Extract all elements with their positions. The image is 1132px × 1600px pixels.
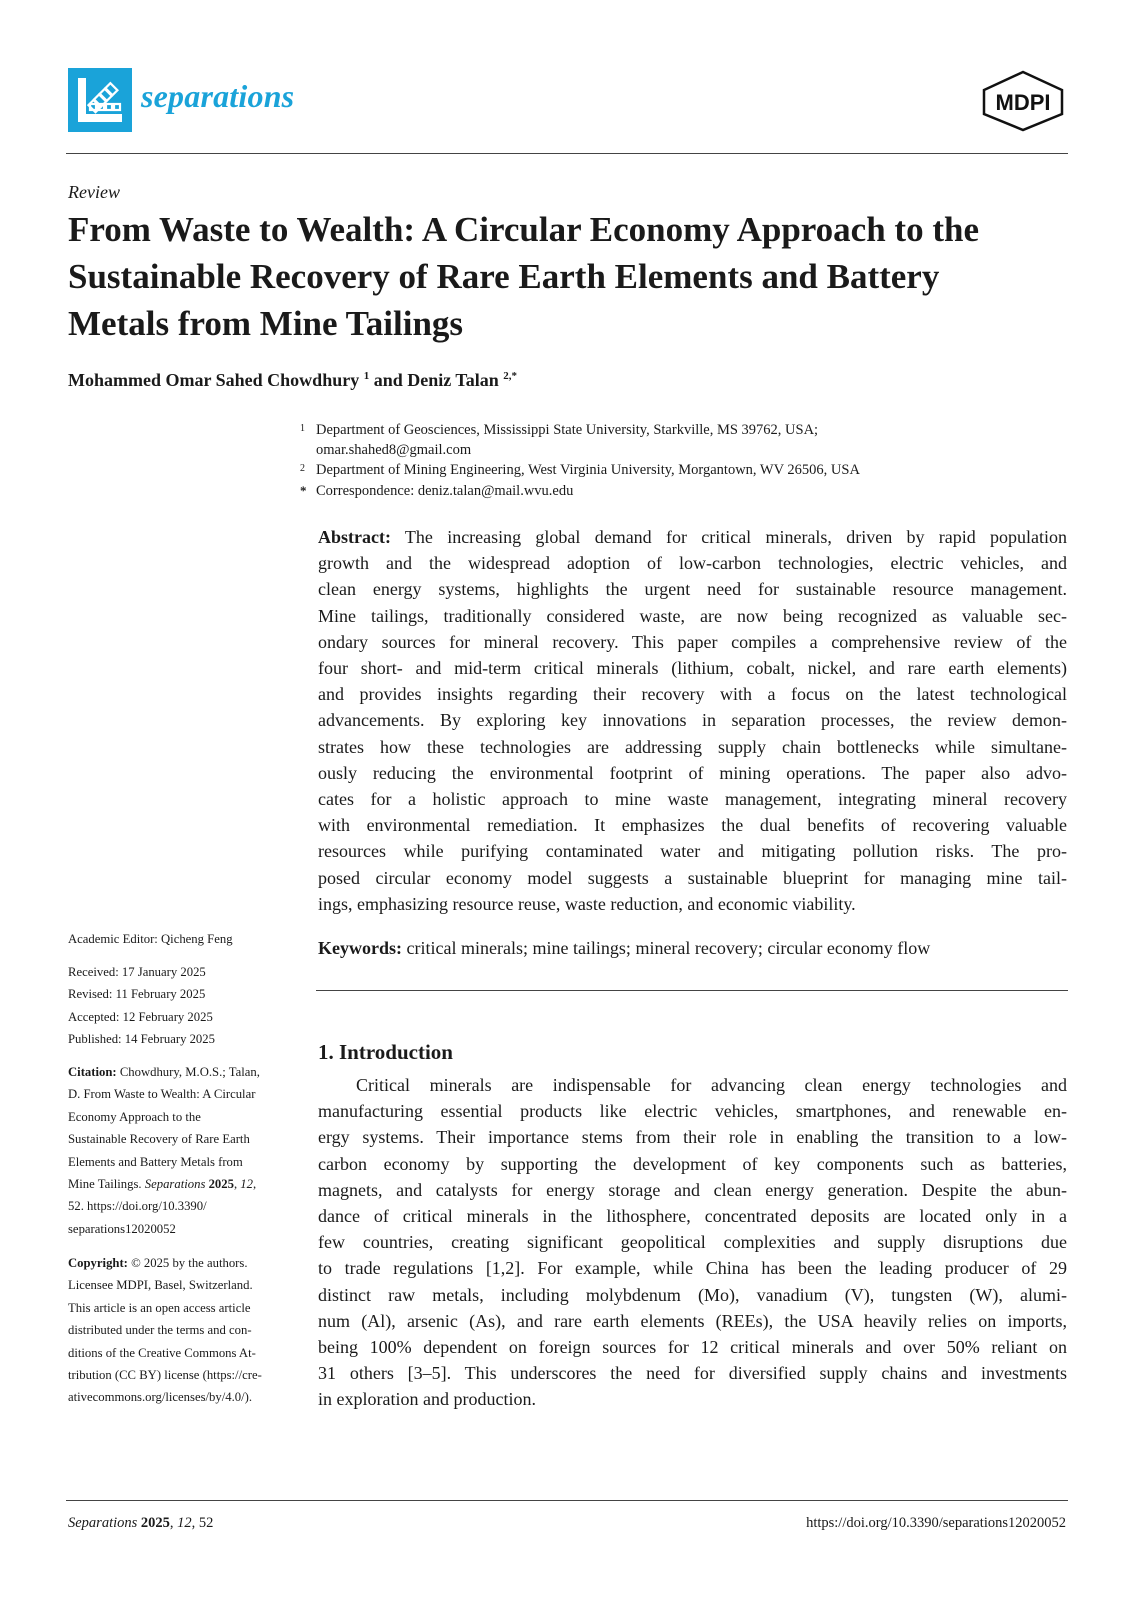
- correspondence-text[interactable]: Correspondence: deniz.talan@mail.wvu.edu: [316, 483, 574, 499]
- abstract-line: with environmental remediation. It emphasizes the dual benefits of recovering valuable: [318, 815, 1067, 836]
- footer-article: , 52: [191, 1515, 214, 1531]
- abstract-line: cates for a holistic approach to mine waste management, integrating mineral recovery: [318, 789, 1067, 810]
- title-line: Sustainable Recovery of Rare Earth Elements and Battery: [68, 257, 940, 296]
- citation-block: [68, 1061, 294, 1240]
- abstract-text: The increasing global demand for critical minerals, driven by rapid population: [390, 527, 1067, 547]
- abstract-line: four short- and mid-term critical minerals (lithium, cobalt, nickel, and rare earth elements): [318, 658, 1067, 679]
- citation-line: Sustainable Recovery of Rare Earth: [68, 1132, 250, 1147]
- citation-text: Mine Tailings.: [68, 1177, 145, 1192]
- abstract-line: [318, 524, 1067, 550]
- affiliation-mark: 2: [300, 463, 305, 474]
- intro-line: dance of critical minerals in the lithosphere, concentrated deposits are located only in a: [318, 1206, 1067, 1227]
- citation-journal: Separations: [144, 1177, 206, 1192]
- keywords: [318, 938, 930, 959]
- affiliation-mark: *: [300, 483, 307, 498]
- introduction-body: [318, 1072, 1067, 1413]
- date-received: Received: 17 January 2025: [68, 965, 206, 979]
- keywords-text: critical minerals; mine tailings; mineral recovery; circular economy flow: [402, 938, 931, 958]
- correspondence: [300, 481, 574, 501]
- citation-line: Economy Approach to the: [68, 1109, 201, 1124]
- author-affiliation-mark: 1: [363, 370, 370, 382]
- abstract-line: and provides insights regarding their recovery with a focus on the latest technological: [318, 684, 1067, 705]
- citation-line: D. From Waste to Wealth: A Circular: [68, 1087, 256, 1102]
- footer-journal: Separations: [68, 1515, 138, 1531]
- copyright-line: distributed under the terms and con-: [68, 1323, 252, 1338]
- intro-line: num (Al), arsenic (As), and rare earth elements (REEs), the USA heavily relies on imports,: [318, 1310, 1067, 1331]
- author-name[interactable]: Deniz Talan: [407, 370, 499, 390]
- mdpi-logo-icon: [980, 70, 1066, 132]
- abstract-line: ings, emphasizing resource reuse, waste reduction, and economic viability.: [318, 893, 856, 914]
- abstract-line: posed circular economy model suggests a sustainable blueprint for managing mine tail-: [318, 867, 1067, 888]
- keywords-label: Keywords:: [318, 938, 402, 958]
- header-divider: [66, 153, 1068, 154]
- abstract-line: strates how these technologies are addressing supply chain bottlenecks while simultane-: [318, 736, 1067, 757]
- copyright-line: ditions of the Creative Commons At-: [68, 1345, 256, 1360]
- author-joiner: and: [369, 370, 408, 390]
- license-link[interactable]: ativecommons.org/licenses/by/4.0/).: [68, 1390, 253, 1405]
- copyright-line: This article is an open access article: [68, 1300, 251, 1315]
- intro-line: in exploration and production.: [318, 1389, 536, 1410]
- copyright-label: Copyright:: [68, 1256, 128, 1270]
- citation-doi-link[interactable]: separations12020052: [68, 1221, 176, 1236]
- citation-line: Elements and Battery Metals from: [68, 1154, 243, 1169]
- citation-year: 2025: [205, 1177, 234, 1192]
- intro-line: distinct raw metals, including molybdenum (Mo), vanadium (V), tungsten (W), alumi-: [318, 1284, 1067, 1305]
- abstract-line: Mine tailings, traditionally considered waste, are now being recognized as valuable sec-: [318, 605, 1067, 626]
- abstract-label: Abstract:: [318, 527, 391, 547]
- copyright-block: [68, 1252, 294, 1409]
- journal-name: separations: [141, 78, 295, 114]
- intro-line: few countries, creating significant geopolitical complexities and supply disruptions due: [318, 1232, 1067, 1253]
- section-heading: 1. Introduction: [318, 1040, 453, 1064]
- article-type: Review: [68, 182, 120, 202]
- footer-citation: [68, 1515, 213, 1532]
- citation-text: ,: [233, 1177, 241, 1192]
- affiliation-text: Department of Mining Engineering, West Virginia University, Morgantown, WV 26506, USA: [316, 462, 860, 478]
- citation-label: Citation:: [68, 1065, 117, 1079]
- abstract-line: ondary sources for mineral recovery. This paper compiles a comprehensive review of the: [318, 631, 1067, 652]
- footer-year: 2025: [140, 1515, 170, 1531]
- abstract: [318, 524, 1067, 917]
- abstract-line: ously reducing the environmental footprint of mining operations. The paper also advo-: [318, 762, 1067, 783]
- citation-text: Chowdhury, M.O.S.; Talan,: [116, 1065, 260, 1079]
- citation-text: ,: [252, 1177, 257, 1192]
- affiliation-mark: 1: [300, 423, 305, 434]
- intro-line: being 100% dependent on foreign sources for 12 critical minerals and over 50% reliant on: [318, 1337, 1067, 1358]
- svg-text:MDPI: MDPI: [995, 90, 1051, 115]
- intro-line: magnets, and catalysts for energy storage and clean energy generation. Despite the abun-: [318, 1179, 1067, 1200]
- title-line: Metals from Mine Tailings: [68, 304, 464, 343]
- affiliation-2: [300, 460, 860, 480]
- intro-line: manufacturing essential products like electric vehicles, smartphones, and renewable en-: [318, 1101, 1067, 1122]
- copyright-text: © 2025 by the authors.: [127, 1256, 248, 1270]
- license-link[interactable]: tribution (CC BY) license (https://cre-: [68, 1368, 262, 1383]
- journal-logo-icon: [68, 68, 132, 132]
- intro-line: carbon economy by supporting the development of key components such as batteries,: [318, 1153, 1067, 1174]
- affiliation-email-link[interactable]: omar.shahed8@gmail.com: [316, 442, 472, 458]
- article-title: [68, 206, 1068, 347]
- author-list: [68, 370, 517, 391]
- academic-editor: Academic Editor: Qicheng Feng: [68, 932, 233, 946]
- date-accepted: Accepted: 12 February 2025: [68, 1009, 213, 1024]
- abstract-line: growth and the widespread adoption of low-carbon technologies, electric vehicles, and: [318, 553, 1067, 574]
- citation-line: [68, 1061, 294, 1083]
- copyright-line: Licensee MDPI, Basel, Switzerland.: [68, 1278, 253, 1293]
- copyright-line: [68, 1252, 294, 1274]
- abstract-line: clean energy systems, highlights the urgent need for sustainable resource management.: [318, 579, 1067, 600]
- citation-doi-link[interactable]: 52. https://doi.org/10.3390/: [68, 1199, 207, 1214]
- footer-doi-link[interactable]: https://doi.org/10.3390/separations12020052: [806, 1515, 1066, 1531]
- abstract-divider: [316, 990, 1068, 991]
- publication-dates: [68, 961, 294, 1051]
- abstract-line: advancements. By exploring key innovations in separation processes, the review demon-: [318, 710, 1067, 731]
- citation-line: [68, 1173, 294, 1195]
- intro-line: Critical minerals are indispensable for advancing clean energy technologies and: [356, 1075, 1067, 1095]
- footer-volume: 12: [177, 1515, 192, 1531]
- date-published: Published: 14 February 2025: [68, 1032, 215, 1047]
- title-line: From Waste to Wealth: A Circular Economy Approach to the: [68, 210, 979, 249]
- footer-divider: [66, 1500, 1068, 1501]
- author-name[interactable]: Mohammed Omar Sahed Chowdhury: [68, 370, 360, 390]
- date-revised: Revised: 11 February 2025: [68, 987, 206, 1002]
- affiliation-1: [300, 420, 819, 460]
- citation-volume: 12: [240, 1177, 253, 1192]
- intro-line: 31 others [3–5]. This underscores the need for diversified supply chains and investments: [318, 1363, 1067, 1384]
- footer-sep: ,: [169, 1515, 178, 1531]
- affiliation-text: Department of Geosciences, Mississippi State University, Starkville, MS 39762, USA;: [316, 422, 819, 438]
- intro-line: ergy systems. Their importance stems from their role in enabling the transition to a low-: [318, 1127, 1067, 1148]
- intro-line: to trade regulations [1,2]. For example, while China has been the leading producer of 29: [318, 1258, 1067, 1279]
- author-affiliation-mark: 2,*: [503, 370, 518, 382]
- abstract-line: resources while purifying contaminated water and mitigating pollution risks. The pro-: [318, 841, 1067, 862]
